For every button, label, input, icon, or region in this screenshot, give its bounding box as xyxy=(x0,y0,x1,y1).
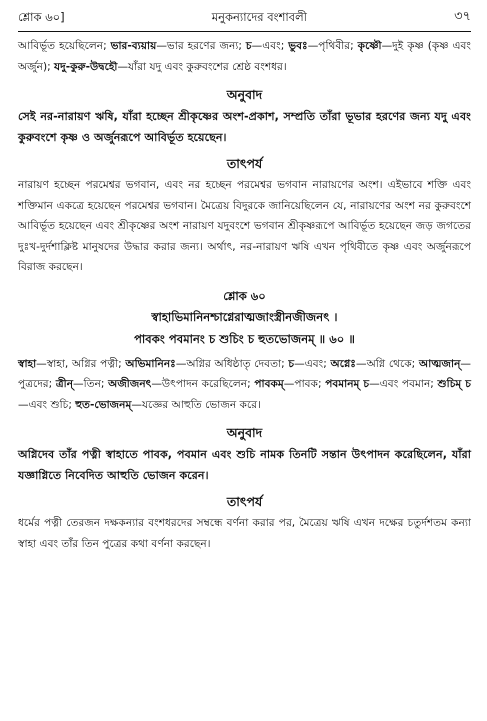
synonym-term: ত্রীন্ xyxy=(55,378,74,390)
synonym-gloss: —দুই কৃষ্ণ (কৃষ্ণ এবং অর্জুন); xyxy=(18,40,471,73)
translation-heading: অনুবাদ xyxy=(226,87,263,102)
synonym-gloss: আবির্ভূত হয়েছিলেন; xyxy=(18,40,111,52)
synonym-gloss: —উৎপাদন করেছিলেন; xyxy=(151,378,255,390)
synonym-gloss: —তিন; xyxy=(73,378,109,390)
synonym-term: শুচিম্ xyxy=(437,378,462,390)
synonym-gloss: —এবং পবমান; xyxy=(369,378,438,390)
synonym-term: অগ্নেঃ xyxy=(330,357,356,370)
synonym-gloss: —অগ্নির অধিষ্ঠাতৃ দেবতা; xyxy=(175,357,289,370)
synonym-term: পবমানম্ xyxy=(325,378,360,390)
synonym-term: আত্মজান্ xyxy=(418,357,461,370)
translation-text-60: অগ্নিদেব তাঁর পত্নী স্বাহাতে পাবক, পবমান এবং শুচি নামক তিনটি সন্তান উৎপাদন করেছিলেন, যাঁরা যজ্ঞাগ্নিতে নিবেদিত আহুতি ভোজন করেন। xyxy=(18,448,471,482)
synonym-term: চ xyxy=(359,378,370,390)
header-verse-ref: শ্লোক ৬০] xyxy=(18,10,65,24)
synonym-gloss: —যাঁরা যদু এবং কুরুবংশের শ্রেষ্ঠ বংশধর। xyxy=(117,60,287,73)
translation-heading-60: অনুবাদ xyxy=(226,425,263,440)
purport-text-60: ধর্মের পত্নী তেরজন দক্ষকন্যার বংশধরদের সম্বন্ধে বর্ণনা করার পর, মৈত্রেয় ঋষি এখন দক্ষের চতুর্দশতম কন্যা স্বাহা এবং তাঁর তিন পুত্রের কথা বর্ণনা করছেন। xyxy=(18,517,471,550)
synonym-gloss: —এবং; xyxy=(294,357,331,370)
synonym-term: চ xyxy=(461,378,472,390)
synonym-term: পাবকম্ xyxy=(254,378,284,390)
verse-line-1: স্বাহাভিমানিনশ্চাগ্নেরাত্মজাংস্ত্রীনজীজনৎ । xyxy=(151,309,338,324)
synonym-gloss: —পুত্রদের; xyxy=(18,357,472,390)
synonym-gloss: —এবং শুচি; xyxy=(18,398,76,411)
purport-text: নারায়ণ হচ্ছেন পরমেশ্বর ভগবান, এবং নর হচ্ছেন পরমেশ্বর ভগবান নারায়ণের অংশ। এইভাবে শক্তি এবং শক্তিমান একত্রে হয়েছেন পরমেশ্বর ভগবান। মৈত্রেয় বিদুরকে জানিয়েছিলেন যে, নারায়ণের অংশ নর কুরুবংশে আবির্ভূত হয়েছেন এবং শ্রীকৃষ্ণের অংশ নারায়ণ যদুবংশে ভগবান শ্রীকৃষ্ণরূপে আবির্ভূত হয়েছেন জড় জগতের দুঃখ-দুর্দশাক্লিষ্ট মানুষদের উদ্ধার করার জন্য। অর্থাৎ, নর-নারায়ণ ঋষি এখন পৃথিবীতে কৃষ্ণ এবং অর্জুনরূপে বিরাজ করছেন। xyxy=(18,179,471,273)
synonym-term: অজীজনৎ xyxy=(108,378,152,390)
synonym-gloss: —ভার হরণের জন্য; xyxy=(156,40,246,52)
synonym-term: কৃষ্ণৌ xyxy=(357,40,382,52)
synonym-term: হুত-ভোজনম্ xyxy=(75,398,132,411)
word-meanings-59 xyxy=(18,36,471,77)
verse-number: শ্লোক ৬০ xyxy=(223,288,266,303)
synonym-term: চ xyxy=(288,357,295,370)
synonym-term: ভার-ব্যয়ায় xyxy=(110,40,157,52)
synonym-gloss: —পৃথিবীর; xyxy=(307,40,358,52)
purport-heading: তাৎপর্য xyxy=(226,156,263,171)
synonym-gloss: —অগ্নি থেকে; xyxy=(355,357,419,370)
header-chapter-title: মনুকন্যাদের বংশাবলী xyxy=(211,10,307,24)
synonym-term: স্বাহা xyxy=(18,357,37,370)
synonym-gloss: —স্বাহা, অগ্নির পত্নী; xyxy=(36,357,126,370)
synonym-term: অভিমানিনঃ xyxy=(125,357,176,370)
synonym-term: চ xyxy=(245,40,252,52)
translation-text: সেই নর-নারায়ণ ঋষি, যাঁরা হচ্ছেন শ্রীকৃষ্ণের অংশ-প্রকাশ, সম্প্রতি তাঁরা ভূভার হরণের জন্য যদু এবং কুরুবংশে কৃষ্ণ ও অর্জুনরূপে আবির্ভূত হয়েছেন। xyxy=(18,110,471,144)
synonym-gloss: —পাবক; xyxy=(283,378,326,390)
synonym-term: যদু-কুরু-উদ্বহৌ xyxy=(54,60,118,73)
running-header xyxy=(18,8,471,32)
verse-line-2: পাবকং পবমানং চ শুচিং চ হুতভোজনম্ ॥ ৬০ ॥ xyxy=(134,331,355,346)
synonym-term: ভুবঃ xyxy=(288,40,308,52)
synonym-gloss: —এবং; xyxy=(251,40,289,52)
purport-heading-60: তাৎপর্য xyxy=(226,494,263,509)
page-number: ৩৭ xyxy=(454,9,471,24)
synonym-gloss: —যজ্ঞের আহুতি ভোজন করে। xyxy=(131,398,261,411)
word-meanings-60 xyxy=(18,354,471,416)
